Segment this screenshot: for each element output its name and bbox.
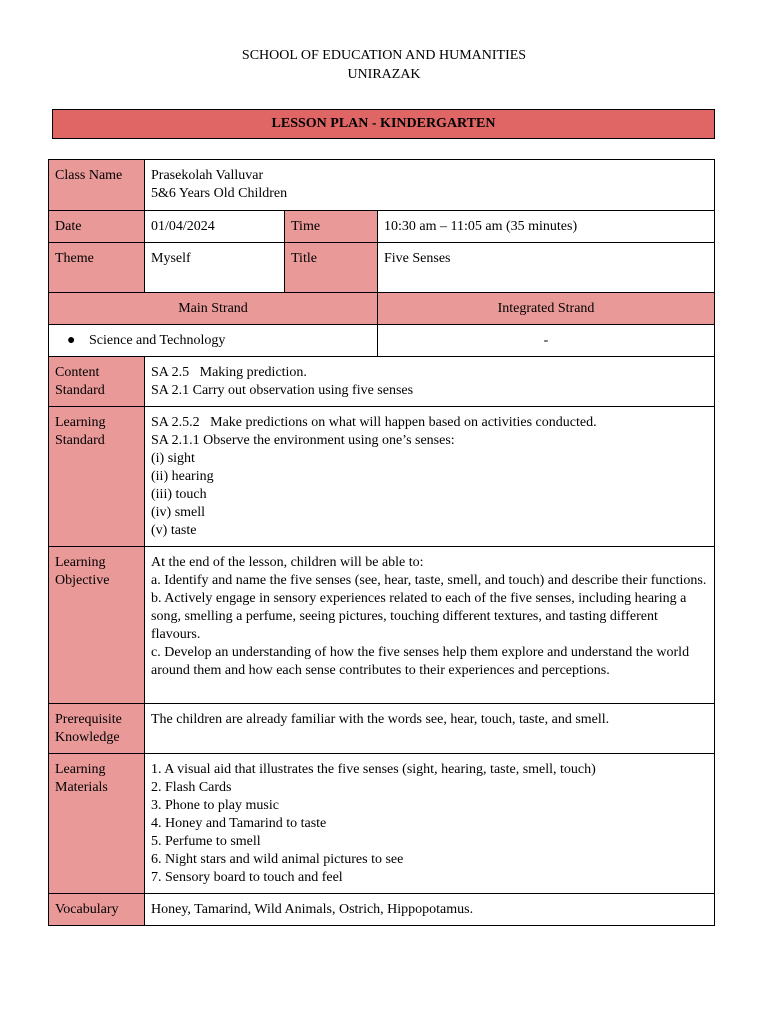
content-standard-label — [49, 357, 145, 407]
learning-standard-line: SA 2.5.2 Make predictions on what will happen based on activities conducted. — [151, 415, 597, 430]
theme-value: Myself — [145, 243, 285, 293]
row-date-time — [49, 211, 715, 243]
class-name-label: Class Name — [49, 160, 145, 211]
learning-materials-label-line-1: Learning — [55, 762, 106, 777]
class-group-text: 5&6 Years Old Children — [151, 186, 288, 201]
row-learning-objective — [49, 547, 715, 704]
material-item: 1. A visual aid that illustrates the five senses (sight, hearing, taste, smell, touch) — [151, 762, 596, 777]
material-item: 2. Flash Cards — [151, 780, 232, 795]
class-name-value — [145, 160, 715, 211]
vocabulary-label: Vocabulary — [49, 894, 145, 926]
learning-materials-label — [49, 754, 145, 894]
learning-standard-label-line-2: Standard — [55, 433, 105, 448]
material-item: 6. Night stars and wild animal pictures to see — [151, 852, 404, 867]
learning-objective-label — [49, 547, 145, 704]
learning-standard-line: (iv) smell — [151, 505, 206, 520]
prerequisite-label-line-2: Knowledge — [55, 730, 120, 745]
content-standard-line: SA 2.1 Carry out observation using five senses — [151, 383, 414, 398]
learning-objective-label-line-2: Objective — [55, 573, 110, 588]
learning-objective-line: b. Actively engage in sensory experiences related to each of the five senses, including hearing a song, smelling a perfume, seeing pictures, touching different textures, and tasting different flavours. — [151, 591, 687, 642]
main-strand-value — [49, 325, 378, 357]
title-value: Five Senses — [378, 243, 715, 293]
learning-objective-line: a. Identify and name the five senses (see, hear, taste, smell, and touch) and describe their functions. — [151, 573, 707, 588]
title-label: Title — [285, 243, 378, 293]
learning-materials-label-line-2: Materials — [55, 780, 108, 795]
document-header — [0, 46, 768, 84]
row-learning-standard — [49, 407, 715, 547]
learning-standard-line: (ii) hearing — [151, 469, 214, 484]
date-label: Date — [49, 211, 145, 243]
content-standard-label-line-1: Content — [55, 365, 100, 380]
row-strand-headers — [49, 293, 715, 325]
university-name: UNIRAZAK — [347, 67, 421, 82]
row-class-name — [49, 160, 715, 211]
time-value: 10:30 am – 11:05 am (35 minutes) — [378, 211, 715, 243]
row-learning-materials — [49, 754, 715, 894]
time-label: Time — [285, 211, 378, 243]
material-item: 7. Sensory board to touch and feel — [151, 870, 343, 885]
main-strand-label: Main Strand — [49, 293, 378, 325]
prerequisite-label — [49, 704, 145, 754]
bullet-icon: ● — [67, 333, 76, 348]
class-name-text: Prasekolah Valluvar — [151, 168, 264, 183]
lesson-plan-table — [48, 159, 715, 926]
learning-objective-line: c. Develop an understanding of how the five senses help them explore and understand the world around them and how each sense contributes to their experiences and perceptions. — [151, 645, 690, 678]
prerequisite-label-line-1: Prerequisite — [55, 712, 122, 727]
integrated-strand-value: - — [378, 325, 715, 357]
learning-standard-value — [145, 407, 715, 547]
row-strand-values — [49, 325, 715, 357]
row-vocabulary — [49, 894, 715, 926]
learning-materials-value — [145, 754, 715, 894]
learning-standard-label — [49, 407, 145, 547]
row-prerequisite — [49, 704, 715, 754]
learning-standard-line: SA 2.1.1 Observe the environment using one’s senses: — [151, 433, 455, 448]
content-standard-line: SA 2.5 Making prediction. — [151, 365, 307, 380]
material-item: 4. Honey and Tamarind to taste — [151, 816, 327, 831]
learning-standard-line: (v) taste — [151, 523, 197, 538]
school-name: SCHOOL OF EDUCATION AND HUMANITIES — [241, 48, 527, 63]
learning-standard-line: (iii) touch — [151, 487, 207, 502]
content-standard-value — [145, 357, 715, 407]
main-strand-text: Science and Technology — [89, 333, 226, 348]
theme-label: Theme — [49, 243, 145, 293]
lesson-plan-title: LESSON PLAN - KINDERGARTEN — [52, 109, 715, 139]
date-value: 01/04/2024 — [145, 211, 285, 243]
learning-objective-value — [145, 547, 715, 704]
content-standard-label-line-2: Standard — [55, 383, 105, 398]
learning-objective-label-line-1: Learning — [55, 555, 106, 570]
integrated-strand-label: Integrated Strand — [378, 293, 715, 325]
row-content-standard — [49, 357, 715, 407]
prerequisite-value: The children are already familiar with the words see, hear, touch, taste, and smell. — [145, 704, 715, 754]
learning-objective-line: At the end of the lesson, children will be able to: — [151, 555, 424, 570]
row-theme-title — [49, 243, 715, 293]
learning-standard-label-line-1: Learning — [55, 415, 106, 430]
material-item: 5. Perfume to smell — [151, 834, 261, 849]
vocabulary-value: Honey, Tamarind, Wild Animals, Ostrich, Hippopotamus. — [145, 894, 715, 926]
material-item: 3. Phone to play music — [151, 798, 279, 813]
learning-standard-line: (i) sight — [151, 451, 195, 466]
